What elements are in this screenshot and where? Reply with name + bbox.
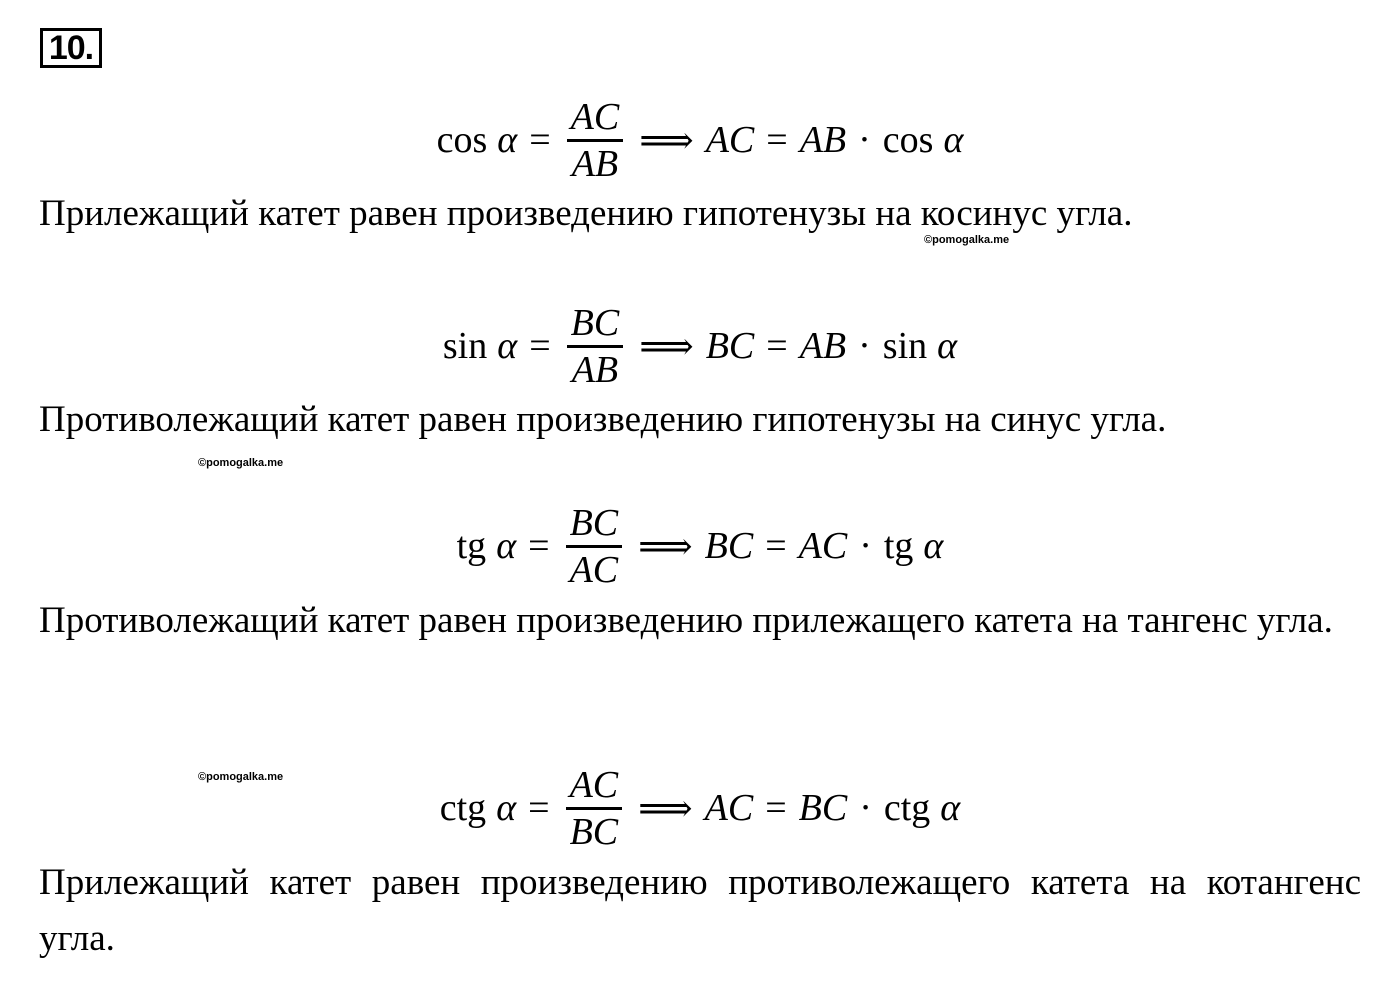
known-side: AB [799, 325, 847, 367]
angle-symbol: α [937, 325, 958, 367]
known-side: AB [799, 119, 847, 161]
angle-symbol: α [943, 119, 964, 161]
fraction-numerator: BC [569, 501, 619, 544]
function-name: sin [882, 325, 928, 367]
multiply-dot: · [859, 525, 872, 567]
implies-arrow: ⟹ [638, 525, 693, 568]
result-side: AC [705, 119, 755, 161]
equals-sign: = [528, 525, 550, 567]
formula-ctg [0, 762, 1400, 854]
fraction-denominator: AC [569, 548, 619, 591]
fraction-numerator: BC [570, 301, 620, 344]
fraction-denominator: AB [571, 348, 619, 391]
fraction-denominator: AB [571, 142, 619, 185]
fraction [566, 763, 623, 854]
multiply-dot: · [858, 119, 871, 161]
explanation-text: Прилежащий катет равен произведению противолежащего катета на котангенс угла. [39, 862, 1361, 959]
equals-sign: = [765, 787, 787, 829]
function-name: cos [436, 119, 488, 161]
watermark-text: ©pomogalka.me [198, 771, 284, 783]
function-name: tg [883, 525, 914, 567]
fraction [566, 501, 623, 592]
angle-symbol: α [496, 787, 517, 829]
implies-arrow: ⟹ [639, 325, 694, 368]
function-name: cos [882, 119, 934, 161]
result-side: BC [704, 525, 754, 567]
angle-symbol: α [923, 525, 944, 567]
implies-arrow: ⟹ [638, 787, 693, 830]
result-side: BC [705, 325, 755, 367]
multiply-dot: · [859, 787, 872, 829]
function-name: ctg [439, 787, 487, 829]
equals-sign: = [528, 787, 550, 829]
formula-sin [0, 300, 1400, 392]
explanation-text: Противолежащий катет равен произведению прилежащего катета на тангенс угла. [39, 600, 1333, 641]
known-side: AC [798, 525, 848, 567]
formula-cos [0, 94, 1400, 186]
equals-sign: = [765, 525, 787, 567]
explanation-text: Противолежащий катет равен произведению гипотенузы на синус угла. [39, 399, 1167, 440]
function-name: ctg [883, 787, 931, 829]
angle-symbol: α [496, 525, 517, 567]
angle-symbol: α [497, 119, 518, 161]
problem-number: 10. [40, 28, 102, 68]
watermark-text: ©pomogalka.me [198, 457, 284, 469]
fraction [567, 301, 624, 392]
angle-symbol: α [940, 787, 961, 829]
fraction-numerator: AC [569, 763, 619, 806]
explanation-text: Прилежащий катет равен произведению гипотенузы на косинус угла. [39, 193, 1133, 234]
equals-sign: = [766, 119, 788, 161]
known-side: BC [798, 787, 848, 829]
equals-sign: = [529, 119, 551, 161]
fraction-denominator: BC [569, 810, 619, 853]
result-side: AC [704, 787, 754, 829]
angle-symbol: α [497, 325, 518, 367]
watermark-text: ©pomogalka.me [924, 234, 1010, 246]
equals-sign: = [529, 325, 551, 367]
equals-sign: = [766, 325, 788, 367]
fraction [567, 95, 624, 186]
fraction-numerator: AC [570, 95, 620, 138]
multiply-dot: · [858, 325, 871, 367]
function-name: tg [456, 525, 487, 567]
function-name: sin [442, 325, 488, 367]
formula-tg [0, 500, 1400, 592]
implies-arrow: ⟹ [639, 119, 694, 162]
